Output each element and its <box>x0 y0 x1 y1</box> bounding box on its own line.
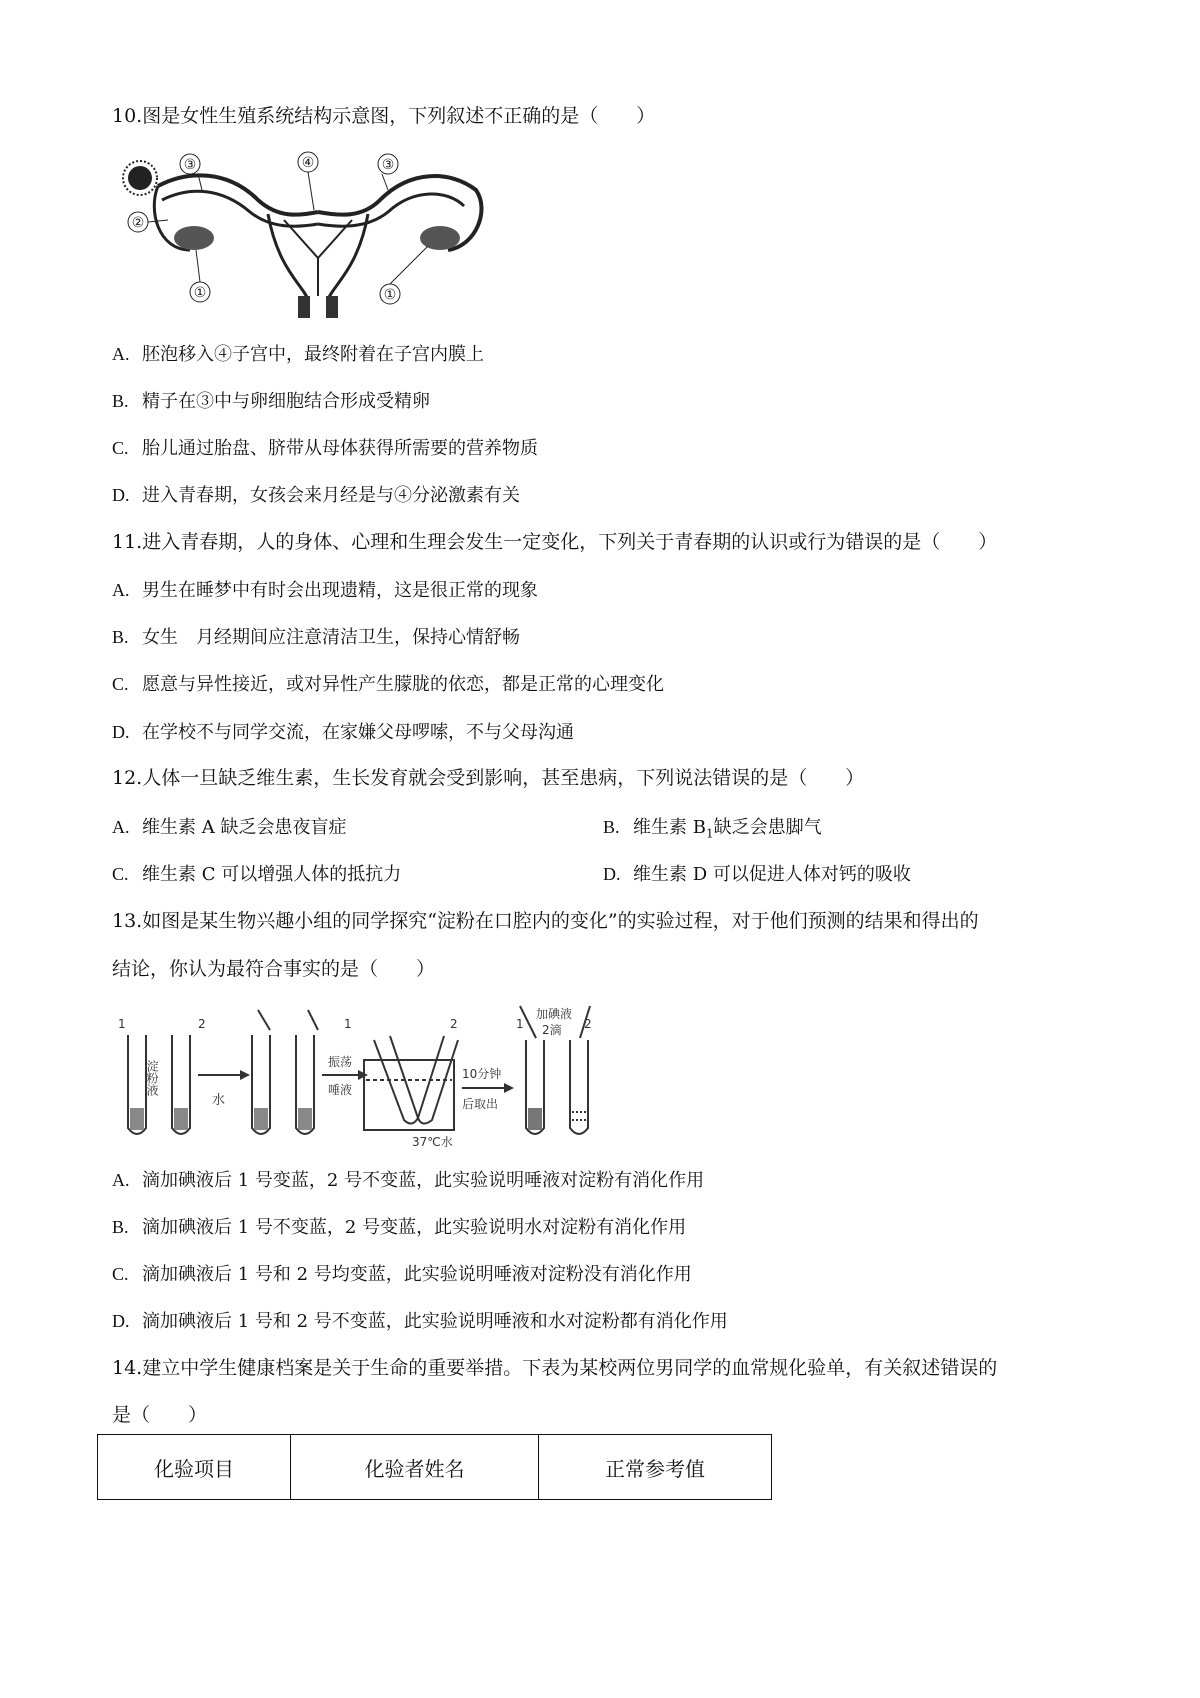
take-out-label: 后取出 <box>462 1097 499 1111</box>
question-13-stem-line2: 结论，你认为最符合事实的是（ ） <box>112 958 436 980</box>
header-test-item: 化验项目 <box>98 1435 291 1500</box>
label-1-right: ① <box>383 287 397 303</box>
table-header-row <box>98 1435 772 1500</box>
q13-option-a[interactable]: A. 滴加碘液后 1 号变蓝，2 号不变蓝，此实验说明唾液对淀粉有消化作用 <box>112 1170 705 1191</box>
label-4: ④ <box>301 155 315 171</box>
q10-option-c[interactable]: C. 胎儿通过胎盘、脐带从母体获得所需要的营养物质 <box>112 438 538 459</box>
temp-label: 37℃水 <box>412 1135 453 1149</box>
label-3-left: ③ <box>183 157 197 173</box>
shake-label: 振荡 <box>328 1055 353 1069</box>
q13-option-b[interactable]: B. 滴加碘液后 1 号不变蓝，2 号变蓝，此实验说明水对淀粉有消化作用 <box>112 1217 687 1238</box>
step4-tube1-number: 1 <box>516 1017 524 1031</box>
q11-option-b[interactable]: B. 女生 月经期间应注意清洁卫生，保持心情舒畅 <box>112 627 520 648</box>
q13-option-d[interactable]: D. 滴加碘液后 1 号和 2 号不变蓝，此实验说明唾液和水对淀粉都有消化作用 <box>112 1311 728 1332</box>
q13-option-c[interactable]: C. 滴加碘液后 1 号和 2 号均变蓝，此实验说明唾液对淀粉没有消化作用 <box>112 1264 692 1285</box>
left-ovary-shape <box>174 226 214 250</box>
q12-option-d[interactable]: D. 维生素 D 可以促进人体对钙的吸收 <box>603 864 911 885</box>
label-3-right: ③ <box>381 157 395 173</box>
two-drops-label: 2滴 <box>542 1023 562 1037</box>
water-label: 水 <box>212 1093 226 1108</box>
ten-minutes-label: 10分钟 <box>462 1067 502 1081</box>
q12-option-a[interactable]: A. 维生素 A 缺乏会患夜盲症 <box>112 817 347 838</box>
q10-option-b[interactable]: B. 精子在③中与卵细胞结合形成受精卵 <box>112 391 430 412</box>
q10-option-d[interactable]: D. 进入青春期，女孩会来月经是与④分泌激素有关 <box>112 485 520 506</box>
step3-tube2-number: 2 <box>450 1017 458 1031</box>
question-13-stem-line1: 13.如图是某生物兴趣小组的同学探究“淀粉在口腔内的变化”的实验过程，对于他们预测的结果和得出的 <box>112 910 979 932</box>
starch-experiment-figure <box>112 1000 642 1150</box>
step1-tube1-number: 1 <box>118 1017 126 1031</box>
question-14-stem-line2: 是（ ） <box>112 1404 208 1426</box>
female-reproductive-system-figure <box>118 150 498 320</box>
step3-tube1-number: 1 <box>344 1017 352 1031</box>
q11-option-c[interactable]: C. 愿意与异性接近，或对异性产生朦胧的依恋，都是正常的心理变化 <box>112 674 664 695</box>
header-normal-reference: 正常参考值 <box>539 1435 772 1500</box>
iodine-label: 加碘液 <box>536 1007 573 1021</box>
q11-option-a[interactable]: A. 男生在睡梦中有时会出现遗精，这是很正常的现象 <box>112 580 538 601</box>
blood-test-table <box>97 1434 772 1500</box>
ovum-icon <box>123 161 157 195</box>
question-10-stem: 10.图是女性生殖系统结构示意图，下列叙述不正确的是（ ） <box>112 105 656 127</box>
right-ovary-shape <box>420 226 460 250</box>
question-11-stem: 11.进入青春期，人的身体、心理和生理会发生一定变化，下列关于青春期的认识或行为错误的是（ ） <box>112 531 998 553</box>
question-12-stem: 12.人体一旦缺乏维生素，生长发育就会受到影响，甚至患病，下列说法错误的是（ ） <box>112 767 865 789</box>
q12-option-b[interactable]: B. 维生素 $B_1$缺乏会患脚气 <box>603 817 822 841</box>
starch-label: 淀粉液 <box>145 1060 159 1096</box>
question-14-stem-line1: 14.建立中学生健康档案是关于生命的重要举措。下表为某校两位男同学的血常规化验单，有关叙述错误的 <box>112 1357 998 1379</box>
header-tester-name: 化验者姓名 <box>291 1435 539 1500</box>
saliva-label: 唾液 <box>328 1083 353 1097</box>
q11-option-d[interactable]: D. 在学校不与同学交流，在家嫌父母啰嗦，不与父母沟通 <box>112 722 574 743</box>
label-2: ② <box>131 215 145 231</box>
step4-tube2-number: 2 <box>584 1017 592 1031</box>
label-1-left: ① <box>193 285 207 301</box>
step1-tube2-number: 2 <box>198 1017 206 1031</box>
q12-option-c[interactable]: C. 维生素 C 可以增强人体的抵抗力 <box>112 864 402 885</box>
q10-option-a[interactable]: A. 胚泡移入④子宫中，最终附着在子宫内膜上 <box>112 344 484 365</box>
